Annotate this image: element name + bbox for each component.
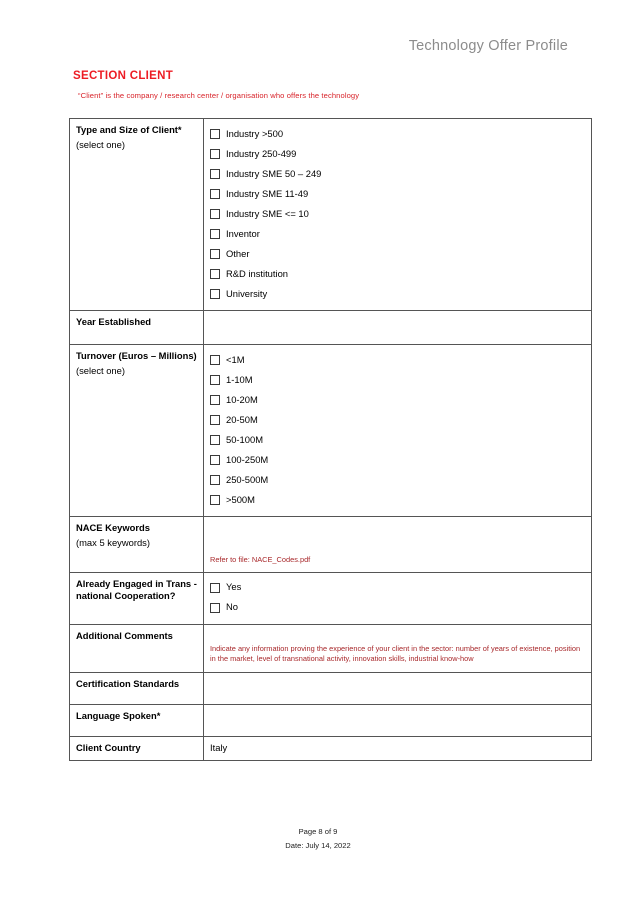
label-text: Turnover (Euros – Millions) <box>76 350 197 361</box>
row-value-client-country[interactable]: Italy <box>204 736 592 761</box>
label-sublabel: (select one) <box>76 364 125 376</box>
table-row-additional-comments <box>70 624 592 672</box>
checkbox-label: Inventor <box>226 227 260 239</box>
checkbox-icon[interactable] <box>210 583 220 593</box>
row-value-turnover <box>204 345 592 517</box>
checkbox-icon[interactable] <box>210 229 220 239</box>
row-label-year-established: Year Established <box>70 311 204 345</box>
checkbox-option[interactable] <box>210 244 585 264</box>
checkbox-option[interactable] <box>210 164 585 184</box>
client-form-table <box>69 118 592 761</box>
checkbox-label: Industry SME <= 10 <box>226 207 309 219</box>
label-text: NACE Keywords <box>76 522 150 533</box>
row-value-transnational <box>204 572 592 624</box>
row-value-year-established[interactable] <box>204 311 592 345</box>
row-label-certification-standards: Certification Standards <box>70 672 204 704</box>
document-header-title: Technology Offer Profile <box>408 38 568 54</box>
checkbox-icon[interactable] <box>210 603 220 613</box>
section-subtitle: “Client” is the company / research center / organisation who offers the technology <box>78 91 360 100</box>
checkbox-icon[interactable] <box>210 495 220 505</box>
checkbox-option[interactable] <box>210 430 585 450</box>
checkbox-label: Other <box>226 247 250 259</box>
checkbox-label: <1M <box>226 353 245 365</box>
document-footer <box>0 825 636 854</box>
checkbox-option[interactable] <box>210 410 585 430</box>
row-value-type-size <box>204 119 592 311</box>
footer-date: Date: July 14, 2022 <box>285 841 351 851</box>
checkbox-icon[interactable] <box>210 269 220 279</box>
footer-page-number: Page 8 of 9 <box>298 827 338 836</box>
checkbox-icon[interactable] <box>210 355 220 365</box>
checkbox-option[interactable] <box>210 450 585 470</box>
checkbox-icon[interactable] <box>210 455 220 465</box>
label-sublabel: (max 5 keywords) <box>76 536 150 548</box>
checkbox-option[interactable] <box>210 204 585 224</box>
row-label-turnover <box>70 345 204 517</box>
table-row-nace-keywords <box>70 517 592 573</box>
checkbox-label: Industry SME 11-49 <box>226 187 309 199</box>
table-row-type-size <box>70 119 592 311</box>
label-sublabel: (select one) <box>76 138 125 150</box>
row-label-transnational: Already Engaged in Trans - national Cooperation? <box>70 572 204 624</box>
checkbox-label: 50-100M <box>226 433 264 445</box>
checkbox-option[interactable] <box>210 284 585 304</box>
checkbox-icon[interactable] <box>210 289 220 299</box>
checkbox-icon[interactable] <box>210 375 220 385</box>
row-value-nace-keywords[interactable] <box>204 517 592 573</box>
row-value-language-spoken[interactable] <box>204 704 592 736</box>
table-row-transnational <box>70 572 592 624</box>
checkbox-label: 100-250M <box>226 453 269 465</box>
row-label-type-size <box>70 119 204 311</box>
checkbox-label: 10-20M <box>226 393 258 405</box>
checkbox-option[interactable] <box>210 350 585 370</box>
row-label-additional-comments: Additional Comments <box>70 624 204 672</box>
label-text: Type and Size of Client* <box>76 124 182 135</box>
row-value-certification-standards[interactable] <box>204 672 592 704</box>
checkbox-icon[interactable] <box>210 149 220 159</box>
table-row-year-established <box>70 311 592 345</box>
checkbox-label: >500M <box>226 493 255 505</box>
checkbox-label: Yes <box>226 581 242 593</box>
checkbox-label: 20-50M <box>226 413 258 425</box>
checkbox-icon[interactable] <box>210 129 220 139</box>
row-value-additional-comments[interactable] <box>204 624 592 672</box>
checkbox-label: 250-500M <box>226 473 269 485</box>
checkbox-icon[interactable] <box>210 435 220 445</box>
row-label-nace-keywords <box>70 517 204 573</box>
checkbox-option-yes[interactable] <box>210 578 585 598</box>
checkbox-icon[interactable] <box>210 249 220 259</box>
checkbox-option[interactable] <box>210 470 585 490</box>
checkbox-icon[interactable] <box>210 169 220 179</box>
checkbox-icon[interactable] <box>210 395 220 405</box>
checkbox-label: No <box>226 601 238 613</box>
checkbox-option[interactable] <box>210 490 585 510</box>
table-row-client-country <box>70 736 592 761</box>
checkbox-option[interactable] <box>210 184 585 204</box>
row-label-client-country: Client Country <box>70 736 204 761</box>
table-row-language-spoken <box>70 704 592 736</box>
checkbox-label: R&D institution <box>226 267 289 279</box>
section-title: SECTION CLIENT <box>73 70 174 82</box>
checkbox-option[interactable] <box>210 370 585 390</box>
checkbox-icon[interactable] <box>210 415 220 425</box>
checkbox-label: Industry >500 <box>226 127 284 139</box>
checkbox-label: Industry SME 50 – 249 <box>226 167 322 179</box>
checkbox-icon[interactable] <box>210 189 220 199</box>
row-label-language-spoken: Language Spoken* <box>70 704 204 736</box>
checkbox-option[interactable] <box>210 264 585 284</box>
checkbox-label: Industry 250-499 <box>226 147 297 159</box>
checkbox-option[interactable] <box>210 224 585 244</box>
table-row-turnover <box>70 345 592 517</box>
checkbox-option[interactable] <box>210 390 585 410</box>
checkbox-option[interactable] <box>210 144 585 164</box>
checkbox-icon[interactable] <box>210 475 220 485</box>
checkbox-icon[interactable] <box>210 209 220 219</box>
checkbox-label: University <box>226 287 268 299</box>
nace-hint-text: Refer to file: NACE_Codes.pdf <box>210 555 311 564</box>
checkbox-label: 1-10M <box>226 373 253 385</box>
table-row-certification-standards <box>70 672 592 704</box>
additional-comments-hint-text: Indicate any information proving the experience of your client in the sector: number of years of existence, position in the market, level of transnational activity, innovation skills, industrial know-how <box>210 643 581 664</box>
checkbox-option[interactable] <box>210 124 585 144</box>
checkbox-option-no[interactable] <box>210 598 585 618</box>
